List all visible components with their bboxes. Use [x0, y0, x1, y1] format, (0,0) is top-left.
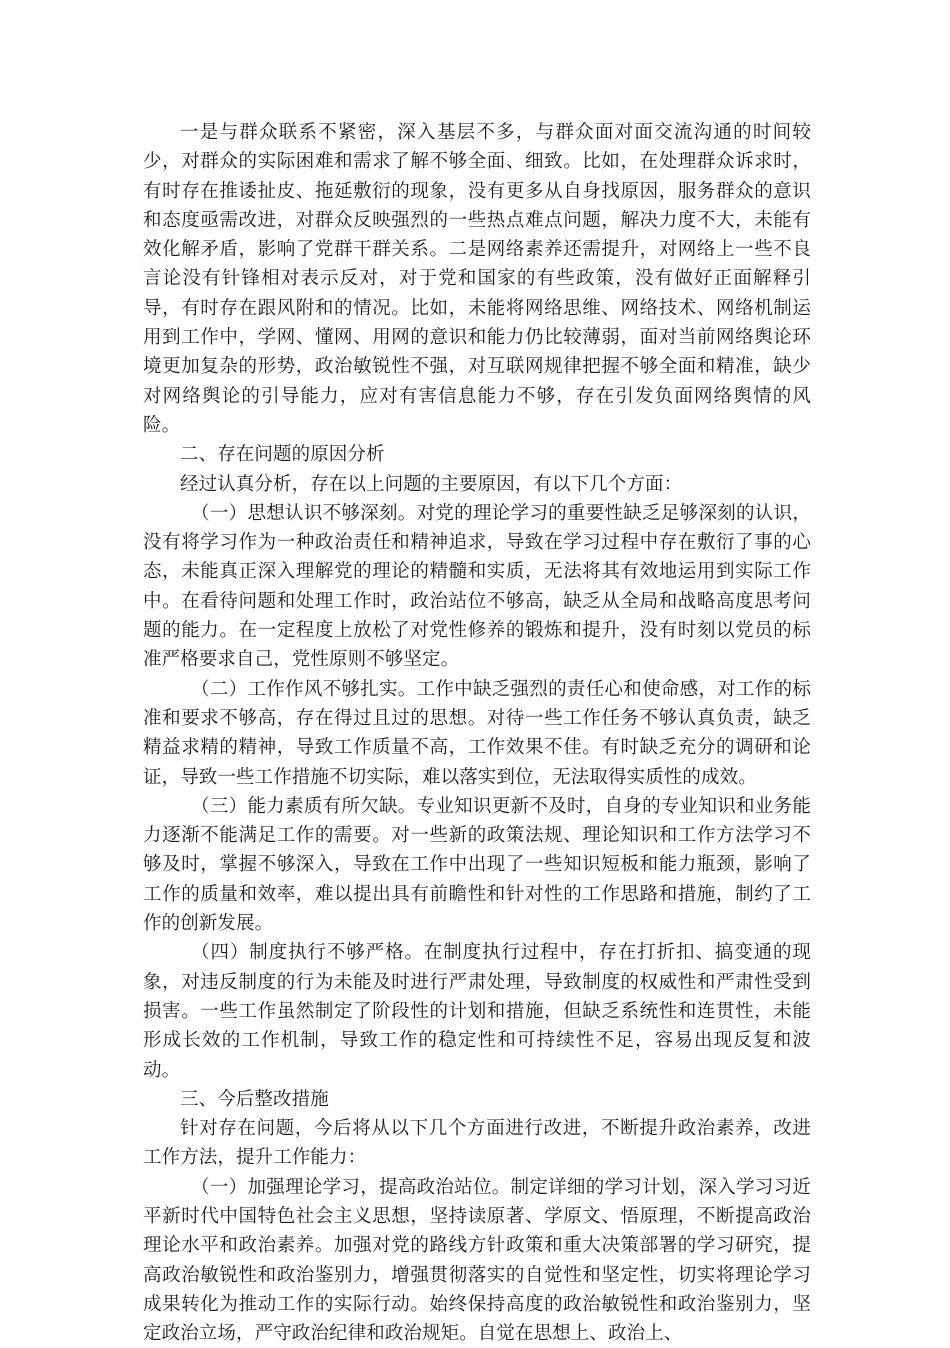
paragraph-cause-intro: 经过认真分析，存在以上问题的主要原因，有以下几个方面： — [180, 473, 683, 495]
paragraph-cause-work-style: （二）工作作风不够扎实。工作中缺乏强烈的责任心和使命感，对工作的标准和要求不够高，存在得过且过的思想。对待一些工作任务不够认真负责，缺乏精益求精的精神，导致工作质量不高，工作效果不佳。有时缺乏充分的调研和论证，导致一些工作措施不切实际，难以落实到位，无法取得实质性的成效。 — [143, 678, 811, 788]
paragraph-cause-system: （四）制度执行不够严格。在制度执行过程中，存在打折扣、搞变通的现象，对违反制度的行为未能及时进行严肃处理，导致制度的权威性和严肃性受到损害。一些工作虽然制定了阶段性的计划和措施，但缺乏系统性和连贯性，未能形成长效的工作机制，导致工作的稳定性和可持续性不足，容易出现反复和波动。 — [143, 942, 811, 1081]
document-body — [143, 118, 811, 1348]
section-heading-rectification: 三、今后整改措施 — [180, 1088, 329, 1110]
paragraph-cause-ability: （三）能力素质有所欠缺。专业知识更新不及时，自身的专业知识和业务能力逐渐不能满足工作的需要。对一些新的政策法规、理论知识和工作方法学习不够及时，掌握不够深入，导致在工作中出现了一些知识短板和能力瓶颈，影响了工作的质量和效率，难以提出具有前瞻性和针对性的工作思路和措施，制约了工作的创新发展。 — [143, 795, 811, 935]
paragraph-rectification-intro: 针对存在问题，今后将从以下几个方面进行改进，不断提升政治素养，改进工作方法，提升工作能力： — [143, 1118, 811, 1169]
paragraph-cause-thinking: （一）思想认识不够深刻。对党的理论学习的重要性缺乏足够深刻的认识，没有将学习作为一种政治责任和精神追求，导致在学习过程中存在敷衍了事的心态，未能真正深入理解党的理论的精髓和实质，无法将其有效地运用到实际工作中。在看待问题和处理工作时，政治站位不够高，缺乏从全局和战略高度思考问题的能力。在一定程度上放松了对党性修养的锻炼和提升，没有时刻以党员的标准严格要求自己，党性原则不够坚定。 — [143, 502, 811, 671]
paragraph-problems-detail: 一是与群众联系不紧密，深入基层不多，与群众面对面交流沟通的时间较少，对群众的实际困难和需求了解不够全面、细致。比如，在处理群众诉求时，有时存在推诿扯皮、拖延敷衍的现象，没有更多从自身找原因，服务群众的意识和态度亟需改进，对群众反映强烈的一些热点难点问题，解决力度不大，未能有效化解矛盾，影响了党群干群关系。二是网络素养还需提升，对网络上一些不良言论没有针锋相对表示反对，对于党和国家的有些政策，没有做好正面解释引导，有时存在跟风附和的情况。比如，未能将网络思维、网络技术、网络机制运用到工作中，学网、懂网、用网的意识和能力仍比较薄弱，面对当前网络舆论环境更加复杂的形势，政治敏锐性不强，对互联网规律把握不够全面和精准，缺少对网络舆论的引导能力，应对有害信息能力不够，存在引发负面网络舆情的风险。 — [143, 122, 811, 436]
section-heading-cause-analysis: 二、存在问题的原因分析 — [180, 444, 385, 466]
paragraph-rectification-theory: （一）加强理论学习，提高政治站位。制定详细的学习计划，深入学习习近平新时代中国特色社会主义思想，坚持读原著、学原文、悟原理，不断提高政治理论水平和政治素养。加强对党的路线方针政策和重大决策部署的学习研究，提高政治敏锐性和政治鉴别力，增强贯彻落实的自觉性和坚定性，切实将理论学习成果转化为推动工作的实际行动。始终保持高度的政治敏锐性和政治鉴别力，坚定政治立场，严守政治纪律和政治规矩。自觉在思想上、政治上、 — [143, 1176, 811, 1345]
